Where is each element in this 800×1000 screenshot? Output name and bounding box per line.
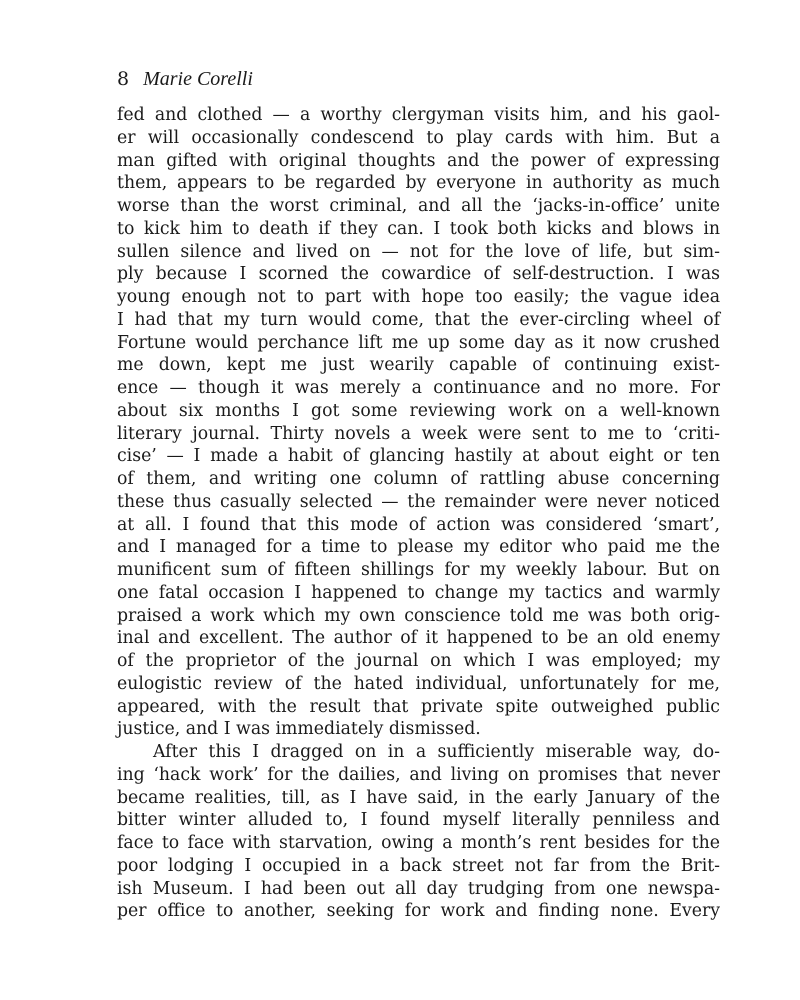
text-line: about six months I got some reviewing work on a well-known: [117, 400, 720, 421]
text-line: of the proprietor of the journal on which I was employed; my: [117, 651, 720, 671]
running-head-author: Marie Corelli: [143, 68, 253, 90]
text-line: ence — though it was merely a continuance and no more. For: [117, 378, 720, 398]
text-line: bitter winter alluded to, I found myself literally penniless and: [117, 810, 720, 831]
text-line: ish Museum. I had been out all day trudging from one newspa-: [117, 878, 720, 899]
text-line: Fortune would perchance lift me up some day as it now crushed: [117, 332, 720, 353]
body-text: [117, 104, 720, 923]
text-line: young enough not to part with hope too easily; the vague idea: [117, 287, 720, 307]
text-line: eulogistic review of the hated individual, unfortunately for me,: [117, 673, 720, 694]
text-line: cise’ — I made a habit of glancing hastily at about eight or ten: [117, 446, 720, 467]
text-line: munificent sum of fifteen shillings for my weekly labour. But on: [117, 560, 720, 580]
text-line: er will occasionally condescend to play cards with him. But a: [117, 127, 720, 148]
text-line: ply because I scorned the cowardice of self-destruction. I was: [117, 264, 720, 285]
text-line: appeared, with the result that private spite outweighed public: [117, 696, 720, 717]
text-line: one fatal occasion I happened to change my tactics and warmly: [117, 582, 720, 603]
text-line: me down, kept me just wearily capable of continuing exist-: [117, 355, 720, 376]
text-line: I had that my turn would come, that the ever-circling wheel of: [117, 309, 720, 330]
text-line: became realities, till, as I have said, in the early January of the: [117, 787, 720, 808]
text-line: fed and clothed — a worthy clergyman visits him, and his gaol-: [117, 105, 720, 125]
text-line: literary journal. Thirty novels a week were sent to me to ‘criti-: [117, 423, 720, 444]
text-line: at all. I found that this mode of action was considered ‘smart’,: [117, 514, 720, 535]
text-line: them, appears to be regarded by everyone in authority as much: [117, 173, 720, 194]
paragraph-1: [117, 104, 720, 741]
text-line: and I managed for a time to please my editor who paid me the: [117, 537, 720, 558]
text-line: inal and excellent. The author of it happened to be an old enemy: [117, 628, 720, 649]
text-line: worse than the worst criminal, and all the ‘jacks-in-office’ unite: [117, 196, 720, 216]
paragraph-2: [117, 741, 720, 923]
text-line: of them, and writing one column of rattling abuse concerning: [117, 469, 720, 489]
text-line: per office to another, seeking for work and finding none. Every: [117, 901, 720, 922]
text-line: justice, and I was immediately dismissed.: [117, 719, 481, 740]
text-line: After this I dragged on in a sufficiently miserable way, do-: [153, 742, 720, 762]
running-head: [117, 66, 720, 96]
text-line: poor lodging I occupied in a back street not far from the Brit-: [117, 855, 720, 876]
text-line: to kick him to death if they can. I took both kicks and blows in: [117, 218, 720, 239]
text-line: praised a work which my own conscience told me was both orig-: [117, 605, 720, 626]
text-line: man gifted with original thoughts and the power of expressing: [117, 150, 720, 171]
book-page: [117, 66, 720, 923]
text-line: face to face with starvation, owing a month’s rent besides for the: [117, 833, 720, 853]
text-line: ing ‘hack work’ for the dailies, and living on promises that never: [117, 764, 720, 785]
text-line: sullen silence and lived on — not for the love of life, but sim-: [117, 241, 720, 262]
page-number: 8: [117, 68, 130, 90]
text-line: these thus casually selected — the remainder were never noticed: [117, 491, 720, 512]
